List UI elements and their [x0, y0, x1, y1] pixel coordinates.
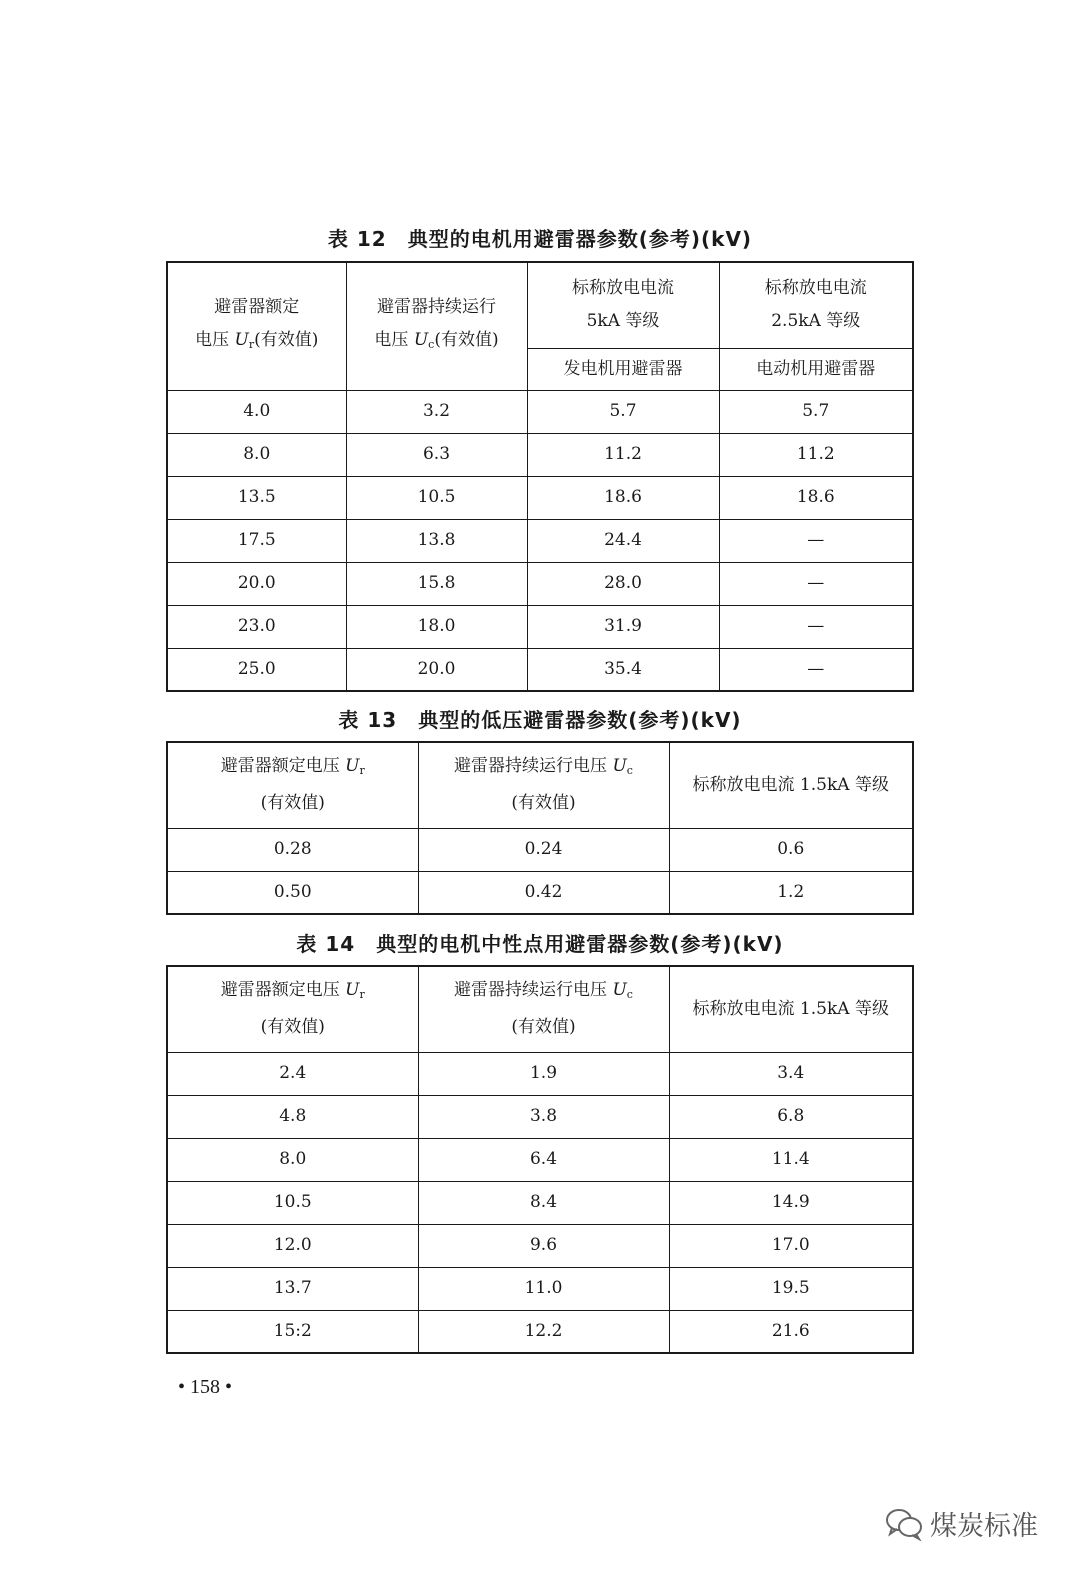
table-cell: — — [719, 562, 913, 605]
table-cell: 0.28 — [167, 828, 418, 871]
table14-header-1.5ka: 标称放电电流 1.5kA 等级 — [669, 966, 913, 1052]
table-row — [167, 433, 913, 476]
table-cell: — — [719, 648, 913, 691]
table-cell: 3.8 — [418, 1095, 669, 1138]
table-cell: 4.8 — [167, 1095, 418, 1138]
table-row — [167, 1095, 913, 1138]
table-row — [167, 871, 913, 914]
table12 — [166, 261, 914, 692]
table13-header-continuous-voltage: 避雷器持续运行电压 $U_c$ (有效值) — [418, 742, 669, 828]
table-row — [167, 476, 913, 519]
table13 — [166, 741, 914, 915]
table-cell: 18.6 — [527, 476, 719, 519]
table-cell: 4.0 — [167, 390, 346, 433]
table-cell: 8.0 — [167, 433, 346, 476]
table12-subheader-generator: 发电机用避雷器 — [527, 348, 719, 390]
table13-header-1.5ka: 标称放电电流 1.5kA 等级 — [669, 742, 913, 828]
table-cell: 13.5 — [167, 476, 346, 519]
table-cell: 5.7 — [719, 390, 913, 433]
watermark-text: 煤炭标准 — [930, 1511, 1038, 1542]
table-cell: 20.0 — [167, 562, 346, 605]
wechat-icon — [884, 1507, 924, 1541]
table12-header-rated-voltage: 避雷器额定 电压 $U_r$(有效值) — [167, 262, 346, 390]
table-cell: 5.7 — [527, 390, 719, 433]
table-cell: 9.6 — [418, 1224, 669, 1267]
table-cell: 6.3 — [346, 433, 527, 476]
table-cell: 0.42 — [418, 871, 669, 914]
table-cell: 1.2 — [669, 871, 913, 914]
table-cell: 8.0 — [167, 1138, 418, 1181]
table-cell: 17.0 — [669, 1224, 913, 1267]
table-cell: 2.4 — [167, 1052, 418, 1095]
table-cell: 24.4 — [527, 519, 719, 562]
table14-caption: 表 14 典型的电机中性点用避雷器参数(参考)(kV) — [296, 932, 784, 956]
table12-header-continuous-voltage: 避雷器持续运行 电压 $U_c$(有效值) — [346, 262, 527, 390]
table-row — [167, 1138, 913, 1181]
table-row — [167, 1224, 913, 1267]
table-row — [167, 1052, 913, 1095]
table13-caption: 表 13 典型的低压避雷器参数(参考)(kV) — [338, 708, 742, 732]
table-cell: 14.9 — [669, 1181, 913, 1224]
table-cell: 13.8 — [346, 519, 527, 562]
watermark — [884, 1504, 1038, 1543]
table-row — [167, 519, 913, 562]
table-cell: 11.0 — [418, 1267, 669, 1310]
table-cell: 21.6 — [669, 1310, 913, 1353]
table-row — [167, 648, 913, 691]
table-cell: 15.8 — [346, 562, 527, 605]
table-cell: 23.0 — [167, 605, 346, 648]
table12-header-5ka: 标称放电电流 5kA 等级 — [527, 262, 719, 348]
table-row — [167, 1310, 913, 1353]
table-cell: 15:2 — [167, 1310, 418, 1353]
table-cell: 13.7 — [167, 1267, 418, 1310]
table-cell: 17.5 — [167, 519, 346, 562]
table-cell: 0.24 — [418, 828, 669, 871]
table-row — [167, 390, 913, 433]
table-cell: 25.0 — [167, 648, 346, 691]
table-cell: 10.5 — [346, 476, 527, 519]
table-cell: 28.0 — [527, 562, 719, 605]
table12-header-2.5ka: 标称放电电流 2.5kA 等级 — [719, 262, 913, 348]
table-row — [167, 1267, 913, 1310]
table-cell: 3.2 — [346, 390, 527, 433]
table-cell: 0.6 — [669, 828, 913, 871]
table-cell: 20.0 — [346, 648, 527, 691]
table12-subheader-motor: 电动机用避雷器 — [719, 348, 913, 390]
table-cell: 6.8 — [669, 1095, 913, 1138]
table-cell: 6.4 — [418, 1138, 669, 1181]
table-row — [167, 828, 913, 871]
table14-header-continuous-voltage: 避雷器持续运行电压 $U_c$ (有效值) — [418, 966, 669, 1052]
table-cell: 11.2 — [527, 433, 719, 476]
table13-header-rated-voltage: 避雷器额定电压 $U_r$ (有效值) — [167, 742, 418, 828]
table-cell: 31.9 — [527, 605, 719, 648]
table-cell: 35.4 — [527, 648, 719, 691]
table-cell: 1.9 — [418, 1052, 669, 1095]
table-row — [167, 562, 913, 605]
table-cell: 18.0 — [346, 605, 527, 648]
table-cell: — — [719, 519, 913, 562]
table-cell: 3.4 — [669, 1052, 913, 1095]
table-cell: 19.5 — [669, 1267, 913, 1310]
table-cell: 11.2 — [719, 433, 913, 476]
table-cell: 10.5 — [167, 1181, 418, 1224]
table-cell: 12.2 — [418, 1310, 669, 1353]
table14 — [166, 965, 914, 1354]
table-row — [167, 605, 913, 648]
table-cell: 11.4 — [669, 1138, 913, 1181]
table-cell: 8.4 — [418, 1181, 669, 1224]
table-cell: 12.0 — [167, 1224, 418, 1267]
table-row — [167, 1181, 913, 1224]
table-cell: 0.50 — [167, 871, 418, 914]
table-cell: 18.6 — [719, 476, 913, 519]
table14-header-rated-voltage: 避雷器额定电压 $U_r$ (有效值) — [167, 966, 418, 1052]
page-number: • 158 • — [178, 1376, 233, 1398]
table12-caption: 表 12 典型的电机用避雷器参数(参考)(kV) — [327, 227, 753, 251]
table-cell: — — [719, 605, 913, 648]
